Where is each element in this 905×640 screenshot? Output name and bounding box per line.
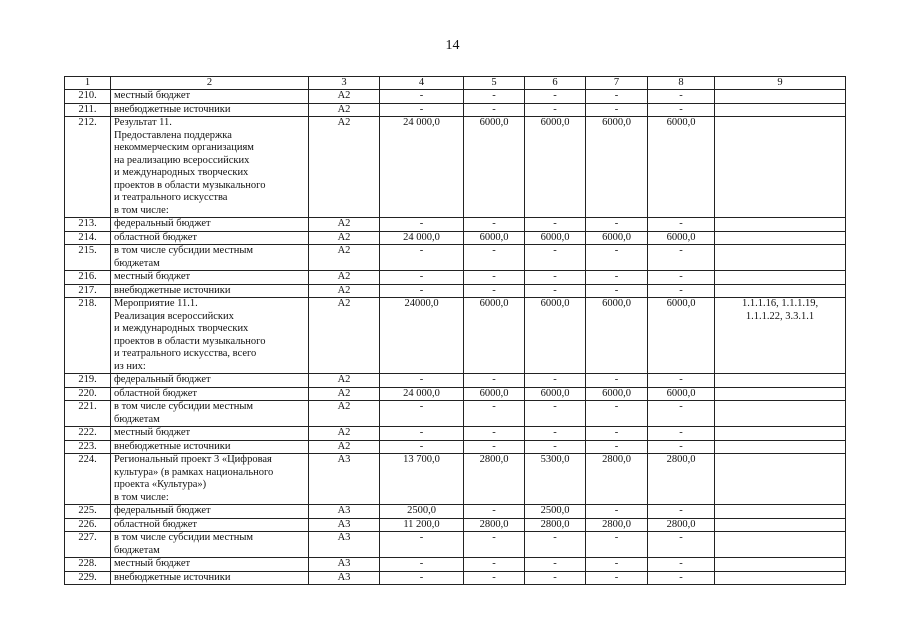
value-cell-col6: - [525, 103, 586, 117]
value-cell-col8: - [648, 374, 715, 388]
table-row [65, 571, 846, 585]
value-cell-col4: 24 000,0 [380, 231, 464, 245]
value-cell-col7: 2800,0 [586, 454, 648, 505]
value-cell-col6: - [525, 271, 586, 285]
table-row [65, 505, 846, 519]
row-refs-cell [715, 117, 846, 218]
value-cell-col6: - [525, 218, 586, 232]
value-cell-col5: - [464, 245, 525, 271]
value-cell-col8: - [648, 271, 715, 285]
row-label-cell: федеральный бюджет [111, 505, 309, 519]
row-label-cell: в том числе субсидии местным бюджетам [111, 401, 309, 427]
row-number-cell: 218. [65, 298, 111, 374]
row-refs-cell [715, 571, 846, 585]
row-code-cell: А2 [309, 298, 380, 374]
table-row [65, 558, 846, 572]
row-label-cell: в том числе субсидии местным бюджетам [111, 245, 309, 271]
value-cell-col7: - [586, 532, 648, 558]
row-number-cell: 210. [65, 90, 111, 104]
value-cell-col6: 6000,0 [525, 231, 586, 245]
value-cell-col6: 2500,0 [525, 505, 586, 519]
row-number-cell: 228. [65, 558, 111, 572]
value-cell-col5: - [464, 440, 525, 454]
row-label-cell: Результат 11. Предоставлена поддержка некоммерческим организациям на реализацию всероссийских и международных творческих проектов в области музыкального и театрального искусства в том числе: [111, 117, 309, 218]
row-number-cell: 212. [65, 117, 111, 218]
value-cell-col7: 2800,0 [586, 518, 648, 532]
value-cell-col7: 6000,0 [586, 298, 648, 374]
value-cell-col7: - [586, 103, 648, 117]
row-code-cell: А3 [309, 532, 380, 558]
row-code-cell: А3 [309, 558, 380, 572]
value-cell-col6: - [525, 558, 586, 572]
value-cell-col5: - [464, 374, 525, 388]
value-cell-col4: - [380, 427, 464, 441]
value-cell-col5: - [464, 271, 525, 285]
table-row [65, 532, 846, 558]
table-row [65, 401, 846, 427]
row-label-cell: местный бюджет [111, 271, 309, 285]
row-code-cell: А2 [309, 103, 380, 117]
row-label-cell: Мероприятие 11.1. Реализация всероссийских и международных творческих проектов в области музыкального и театрального искусства, всего из них: [111, 298, 309, 374]
value-cell-col8: - [648, 401, 715, 427]
row-label-cell: местный бюджет [111, 427, 309, 441]
value-cell-col8: 6000,0 [648, 387, 715, 401]
value-cell-col5: - [464, 401, 525, 427]
value-cell-col6: 6000,0 [525, 298, 586, 374]
column-header: 8 [648, 77, 715, 90]
row-label-cell: внебюджетные источники [111, 103, 309, 117]
column-header: 2 [111, 77, 309, 90]
value-cell-col7: - [586, 218, 648, 232]
row-number-cell: 225. [65, 505, 111, 519]
value-cell-col8: 6000,0 [648, 117, 715, 218]
row-code-cell: А3 [309, 505, 380, 519]
row-code-cell: А2 [309, 387, 380, 401]
value-cell-col7: - [586, 505, 648, 519]
value-cell-col4: - [380, 103, 464, 117]
table-row [65, 103, 846, 117]
value-cell-col5: 6000,0 [464, 298, 525, 374]
row-label-cell: внебюджетные источники [111, 284, 309, 298]
value-cell-col7: 6000,0 [586, 231, 648, 245]
row-refs-cell [715, 558, 846, 572]
row-refs-cell [715, 374, 846, 388]
row-number-cell: 229. [65, 571, 111, 585]
table-header [65, 77, 846, 90]
value-cell-col4: - [380, 284, 464, 298]
row-label-cell: федеральный бюджет [111, 218, 309, 232]
row-refs-cell [715, 518, 846, 532]
column-header: 9 [715, 77, 846, 90]
row-number-cell: 219. [65, 374, 111, 388]
row-refs-cell [715, 90, 846, 104]
value-cell-col7: - [586, 401, 648, 427]
table-row [65, 245, 846, 271]
row-code-cell: А3 [309, 454, 380, 505]
value-cell-col5: 6000,0 [464, 117, 525, 218]
value-cell-col5: 2800,0 [464, 518, 525, 532]
value-cell-col4: - [380, 271, 464, 285]
row-refs-cell [715, 440, 846, 454]
value-cell-col4: - [380, 245, 464, 271]
value-cell-col4: 24 000,0 [380, 117, 464, 218]
value-cell-col7: 6000,0 [586, 387, 648, 401]
row-refs-cell [715, 245, 846, 271]
header-row [65, 77, 846, 90]
value-cell-col8: - [648, 245, 715, 271]
row-code-cell: А2 [309, 117, 380, 218]
page-number: 14 [445, 38, 460, 53]
row-refs-cell [715, 387, 846, 401]
value-cell-col6: 6000,0 [525, 387, 586, 401]
column-header: 4 [380, 77, 464, 90]
value-cell-col8: - [648, 284, 715, 298]
row-number-cell: 227. [65, 532, 111, 558]
value-cell-col8: 2800,0 [648, 454, 715, 505]
row-label-cell: внебюджетные источники [111, 571, 309, 585]
budget-table [64, 76, 846, 585]
row-code-cell: А2 [309, 90, 380, 104]
row-code-cell: А2 [309, 218, 380, 232]
row-label-cell: внебюджетные источники [111, 440, 309, 454]
table-row [65, 90, 846, 104]
value-cell-col4: - [380, 401, 464, 427]
row-number-cell: 221. [65, 401, 111, 427]
value-cell-col4: 2500,0 [380, 505, 464, 519]
row-refs-cell [715, 532, 846, 558]
table-row [65, 518, 846, 532]
row-number-cell: 223. [65, 440, 111, 454]
value-cell-col8: - [648, 427, 715, 441]
row-number-cell: 213. [65, 218, 111, 232]
row-refs-cell [715, 401, 846, 427]
row-code-cell: А2 [309, 427, 380, 441]
value-cell-col5: - [464, 505, 525, 519]
table-row [65, 218, 846, 232]
row-refs-cell [715, 218, 846, 232]
row-refs-cell [715, 103, 846, 117]
row-refs-cell [715, 271, 846, 285]
value-cell-col4: - [380, 218, 464, 232]
value-cell-col4: 24000,0 [380, 298, 464, 374]
row-code-cell: А3 [309, 571, 380, 585]
value-cell-col8: - [648, 505, 715, 519]
value-cell-col5: 2800,0 [464, 454, 525, 505]
value-cell-col8: 6000,0 [648, 231, 715, 245]
value-cell-col7: - [586, 440, 648, 454]
row-refs-cell [715, 454, 846, 505]
value-cell-col5: - [464, 571, 525, 585]
table-row [65, 454, 846, 505]
value-cell-col7: - [586, 90, 648, 104]
value-cell-col6: 5300,0 [525, 454, 586, 505]
row-refs-cell: 1.1.1.16, 1.1.1.19, 1.1.1.22, 3.3.1.1 [715, 298, 846, 374]
value-cell-col7: - [586, 558, 648, 572]
value-cell-col7: - [586, 284, 648, 298]
value-cell-col5: 6000,0 [464, 387, 525, 401]
value-cell-col4: - [380, 440, 464, 454]
row-code-cell: А2 [309, 440, 380, 454]
value-cell-col8: 6000,0 [648, 298, 715, 374]
row-code-cell: А2 [309, 374, 380, 388]
column-header: 7 [586, 77, 648, 90]
value-cell-col7: - [586, 271, 648, 285]
table-row [65, 427, 846, 441]
column-header: 6 [525, 77, 586, 90]
row-label-cell: в том числе субсидии местным бюджетам [111, 532, 309, 558]
column-header: 5 [464, 77, 525, 90]
value-cell-col7: - [586, 245, 648, 271]
value-cell-col4: 11 200,0 [380, 518, 464, 532]
value-cell-col6: - [525, 427, 586, 441]
row-number-cell: 220. [65, 387, 111, 401]
row-label-cell: Региональный проект 3 «Цифровая культура» (в рамках национального проекта «Культура») в том числе: [111, 454, 309, 505]
table-body [65, 90, 846, 585]
row-code-cell: А2 [309, 231, 380, 245]
value-cell-col4: - [380, 532, 464, 558]
row-label-cell: местный бюджет [111, 90, 309, 104]
value-cell-col5: - [464, 558, 525, 572]
value-cell-col6: 2800,0 [525, 518, 586, 532]
value-cell-col5: - [464, 103, 525, 117]
value-cell-col4: - [380, 558, 464, 572]
column-header: 3 [309, 77, 380, 90]
row-refs-cell [715, 284, 846, 298]
value-cell-col6: - [525, 571, 586, 585]
row-number-cell: 226. [65, 518, 111, 532]
row-code-cell: А2 [309, 401, 380, 427]
value-cell-col8: - [648, 90, 715, 104]
table-row [65, 374, 846, 388]
value-cell-col8: - [648, 532, 715, 558]
value-cell-col8: - [648, 218, 715, 232]
value-cell-col5: - [464, 532, 525, 558]
row-number-cell: 214. [65, 231, 111, 245]
value-cell-col5: - [464, 90, 525, 104]
row-number-cell: 216. [65, 271, 111, 285]
row-refs-cell [715, 427, 846, 441]
table-row [65, 298, 846, 374]
value-cell-col5: - [464, 284, 525, 298]
value-cell-col6: - [525, 532, 586, 558]
value-cell-col5: - [464, 427, 525, 441]
value-cell-col4: - [380, 90, 464, 104]
row-label-cell: областной бюджет [111, 518, 309, 532]
row-number-cell: 215. [65, 245, 111, 271]
row-refs-cell [715, 231, 846, 245]
table-row [65, 284, 846, 298]
row-label-cell: федеральный бюджет [111, 374, 309, 388]
value-cell-col7: - [586, 427, 648, 441]
value-cell-col7: - [586, 571, 648, 585]
value-cell-col6: - [525, 284, 586, 298]
value-cell-col7: 6000,0 [586, 117, 648, 218]
value-cell-col4: 24 000,0 [380, 387, 464, 401]
row-code-cell: А2 [309, 245, 380, 271]
value-cell-col5: - [464, 218, 525, 232]
value-cell-col8: - [648, 103, 715, 117]
table-row [65, 387, 846, 401]
value-cell-col6: - [525, 374, 586, 388]
value-cell-col8: - [648, 558, 715, 572]
value-cell-col8: 2800,0 [648, 518, 715, 532]
table-row [65, 271, 846, 285]
row-code-cell: А3 [309, 518, 380, 532]
value-cell-col6: - [525, 401, 586, 427]
value-cell-col4: - [380, 374, 464, 388]
row-refs-cell [715, 505, 846, 519]
row-label-cell: местный бюджет [111, 558, 309, 572]
row-number-cell: 217. [65, 284, 111, 298]
row-code-cell: А2 [309, 271, 380, 285]
table-row [65, 117, 846, 218]
row-label-cell: областной бюджет [111, 231, 309, 245]
column-header: 1 [65, 77, 111, 90]
row-number-cell: 222. [65, 427, 111, 441]
row-code-cell: А2 [309, 284, 380, 298]
table-row [65, 440, 846, 454]
value-cell-col4: - [380, 571, 464, 585]
row-number-cell: 224. [65, 454, 111, 505]
value-cell-col6: - [525, 245, 586, 271]
row-label-cell: областной бюджет [111, 387, 309, 401]
value-cell-col8: - [648, 440, 715, 454]
value-cell-col6: - [525, 440, 586, 454]
table-row [65, 231, 846, 245]
value-cell-col8: - [648, 571, 715, 585]
row-number-cell: 211. [65, 103, 111, 117]
value-cell-col6: 6000,0 [525, 117, 586, 218]
value-cell-col7: - [586, 374, 648, 388]
value-cell-col4: 13 700,0 [380, 454, 464, 505]
value-cell-col5: 6000,0 [464, 231, 525, 245]
value-cell-col6: - [525, 90, 586, 104]
